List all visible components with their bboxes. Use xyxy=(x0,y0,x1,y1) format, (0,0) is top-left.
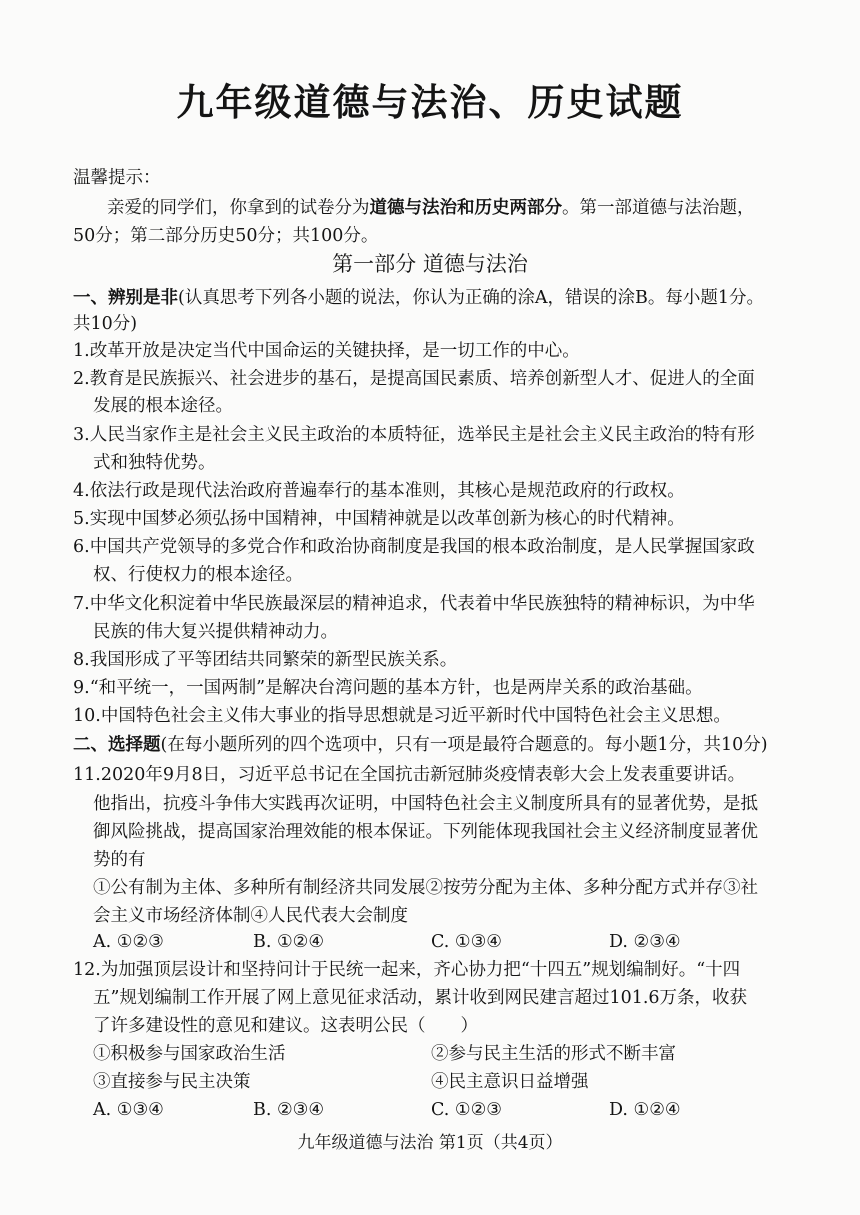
question-1: 1.改革开放是决定当代中国命运的关键抉择，是一切工作的中心。 xyxy=(73,341,580,361)
item-4: ④民主意识日益增强 xyxy=(431,1072,589,1092)
option-c: C. ①③④ xyxy=(431,932,502,952)
option-b: B. ①②④ xyxy=(253,932,325,952)
option-c: C. ①②③ xyxy=(431,1100,502,1120)
question-11-cont-1: 他指出，抗疫斗争伟大实践再次证明，中国特色社会主义制度所具有的显著优势，是抵 xyxy=(93,794,758,814)
page-title: 九年级道德与法治、历史试题 xyxy=(176,81,684,124)
question-2-cont: 发展的根本途径。 xyxy=(93,396,233,416)
notice-label: 温馨提示： xyxy=(73,168,161,188)
question-11-cont-3: 势的有 xyxy=(93,850,146,870)
question-7: 7.中华文化积淀着中华民族最深层的精神追求，代表着中华民族独特的精神标识，为中华 xyxy=(73,594,755,614)
question-12-cont-1: 五”规划编制工作开展了网上意见征求活动，累计收到网民建言超过101.6万条，收获 xyxy=(93,988,748,1008)
notice-line-2: 50分；第二部分历史50分；共100分。 xyxy=(73,226,379,246)
option-b: B. ②③④ xyxy=(253,1100,325,1120)
question-11-cont-2: 御风险挑战，提高国家治理效能的根本保证。下列能体现我国社会主义经济制度显著优 xyxy=(93,822,758,842)
question-11-items-cont: 会主义市场经济体制④人民代表大会制度 xyxy=(93,906,408,926)
page-footer: 九年级道德与法治 第1页（共4页） xyxy=(297,1133,563,1153)
question-7-cont: 民族的伟大复兴提供精神动力。 xyxy=(93,622,338,642)
option-a: A. ①③④ xyxy=(93,1100,164,1120)
question-11-items: ①公有制为主体、多种所有制经济共同发展②按劳分配为主体、多种分配方式并存③社 xyxy=(93,878,758,898)
option-d: D. ①②④ xyxy=(609,1100,681,1120)
question-11: 11.2020年9月8日，习近平总书记在全国抗击新冠肺炎疫情表彰大会上发表重要讲话。 xyxy=(73,765,746,785)
question-3-cont: 式和独特优势。 xyxy=(93,453,216,473)
question-5: 5.实现中国梦必须弘扬中国精神，中国精神就是以改革创新为核心的时代精神。 xyxy=(73,509,685,529)
item-2: ②参与民主生活的形式不断丰富 xyxy=(431,1044,676,1064)
option-d: D. ②③④ xyxy=(609,932,681,952)
question-9: 9.“和平统一，一国两制”是解决台湾问题的基本方针，也是两岸关系的政治基础。 xyxy=(73,678,703,698)
question-8: 8.我国形成了平等团结共同繁荣的新型民族关系。 xyxy=(73,650,458,670)
section1-heading: 一、辨别是非(认真思考下列各小题的说法，你认为正确的涂A，错误的涂B。每小题1分。 xyxy=(73,288,764,308)
item-1: ①积极参与国家政治生活 xyxy=(93,1044,286,1064)
notice-line-1: 亲爱的同学们，你拿到的试卷分为道德与法治和历史两部分。第一部道德与法治题， xyxy=(107,198,755,218)
section2-heading: 二、选择题(在每小题所列的四个选项中，只有一项是最符合题意的。每小题1分，共10分) xyxy=(73,735,768,755)
section1-heading-cont: 共10分) xyxy=(73,314,138,334)
question-12: 12.为加强顶层设计和坚持问计于民统一起来，齐心协力把“十四五”规划编制好。“十四 xyxy=(73,960,741,980)
part1-title: 第一部分 道德与法治 xyxy=(332,252,528,276)
question-6-cont: 权、行使权力的根本途径。 xyxy=(93,565,303,585)
option-a: A. ①②③ xyxy=(93,932,164,952)
question-3: 3.人民当家作主是社会主义民主政治的本质特征，选举民主是社会主义民主政治的特有形 xyxy=(73,425,755,445)
question-10: 10.中国特色社会主义伟大事业的指导思想就是习近平新时代中国特色社会主义思想。 xyxy=(73,706,731,726)
question-2: 2.教育是民族振兴、社会进步的基石，是提高国民素质、培养创新型人才、促进人的全面 xyxy=(73,369,755,389)
question-6: 6.中国共产党领导的多党合作和政治协商制度是我国的根本政治制度，是人民掌握国家政 xyxy=(73,537,755,557)
item-3: ③直接参与民主决策 xyxy=(93,1072,251,1092)
question-12-cont-2: 了许多建设性的意见和建议。这表明公民（ ） xyxy=(93,1016,478,1036)
question-4: 4.依法行政是现代法治政府普遍奉行的基本准则，其核心是规范政府的行政权。 xyxy=(73,481,685,501)
